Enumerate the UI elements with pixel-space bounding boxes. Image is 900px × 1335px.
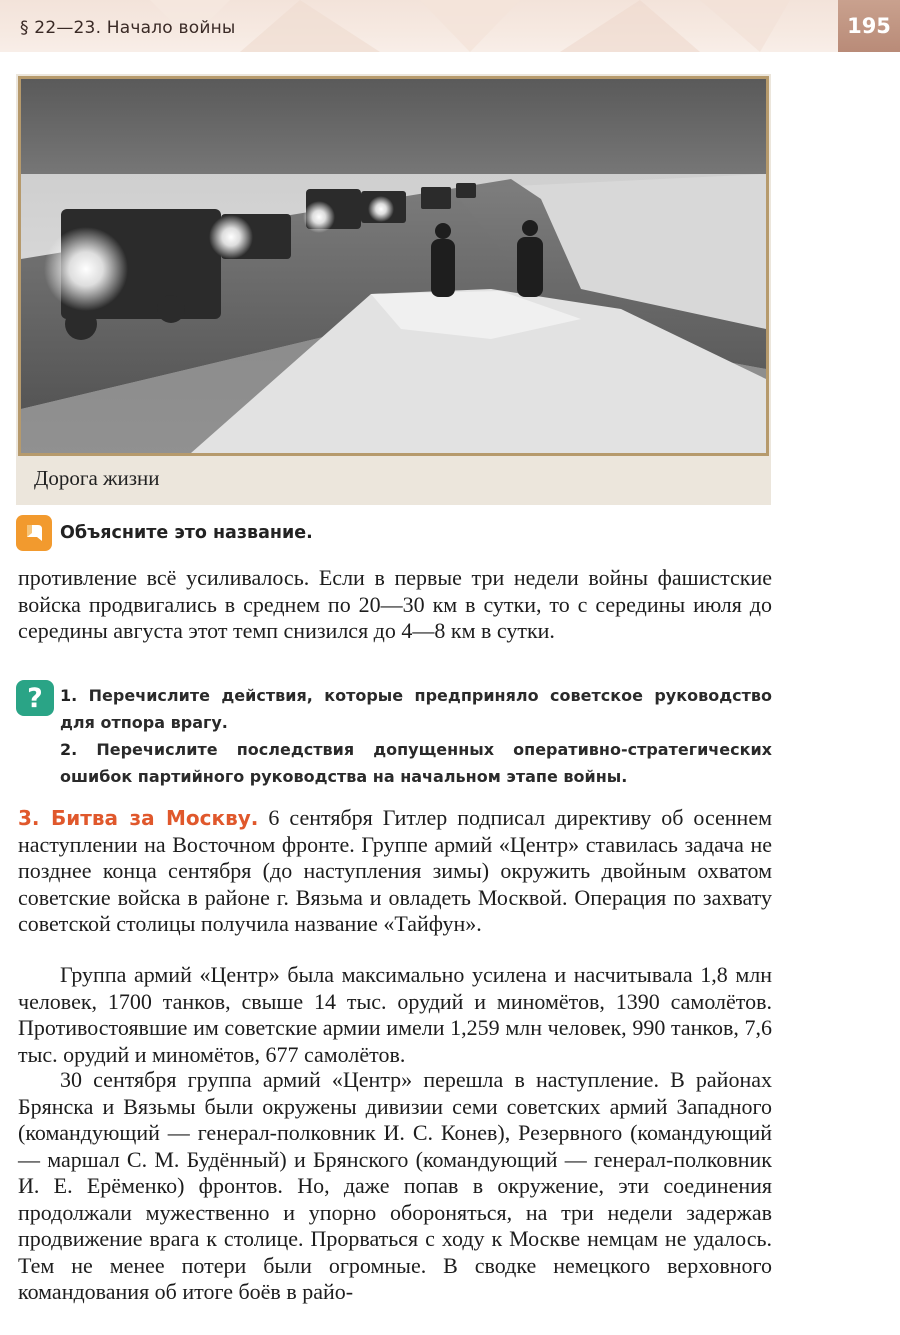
page-number: 195 [838, 0, 900, 52]
section-3-text-1: 6 сентября Гитлер подписал директиву об осеннем наступлении на Восточном фронте. Группе армий «Центр» ставилась задача не позднее конца сентября (до наступления зимы) окружить двойным охватом советские войска в районе г. Вязьма и овладеть Москвой. Операция по захвату советской столицы получила название «Тайфун». [18, 805, 773, 936]
section-3-paragraph-2: Группа армий «Центр» была максимально усилена и насчитывала 1,8 млн человек, 1700 танков, свыше 14 тыс. орудий и миномётов, 1390 самолётов. Противостоявшие им советские армии имели 1,259 млн человек, 990 танков, 7,6 тыс. орудий и миномётов, 677 самолётов. [18, 962, 772, 1067]
question-icon: ? [16, 680, 54, 716]
section-3-paragraph-1 [18, 805, 772, 938]
task-bookmark-icon [16, 515, 52, 551]
question-2 [60, 736, 772, 790]
question-1 [60, 682, 772, 736]
question-1-text: Перечислите действия, которые предприняло советское руководство для отпора врагу. [60, 686, 772, 732]
task-text: Объясните это название. [60, 523, 313, 543]
section-3-paragraph-3: 30 сентября группа армий «Центр» перешла в наступление. В районах Брянска и Вязьмы были окружены дивизии семи советских армий Западного (командующий — генерал-полковник И. С. Конев), Резервного (командующий — маршал С. М. Будённый) и Брянского (командующий — генерал-полковник И. Е. Ерёменко) фронтов. Но, даже попав в окружение, эти соединения продолжали мужественно и упорно обороняться, на три недели задержав продвижение врага к столице. Прорваться с ходу к Москве немцам не удалось. Тем не менее потери были огромные. В сводке немецкого верховного командования об итоге боёв в райо- [18, 1067, 772, 1304]
page-header [0, 0, 900, 52]
running-head: § 22—23. Начало войны [20, 18, 236, 38]
question-2-number: 2. [60, 740, 78, 759]
question-2-text: Перечислите последствия допущенных оперативно-стратегических ошибок партийного руководства на начальном этапе войны. [60, 740, 772, 786]
road-of-life-photo [21, 79, 766, 453]
question-1-number: 1. [60, 686, 78, 705]
photo-caption: Дорога жизни [34, 466, 160, 490]
body-paragraph: противление всё усиливалось. Если в первые три недели войны фашистские войска продвигались в среднем по 20—30 км в сутки, то с середины июля до середины августа этот темп снизился до 4—8 км в сутки. [18, 565, 772, 643]
photo-figure [16, 74, 771, 505]
photo-frame [18, 76, 769, 456]
section-3-heading: 3. Битва за Москву. [18, 806, 259, 830]
task-prompt [16, 515, 313, 551]
